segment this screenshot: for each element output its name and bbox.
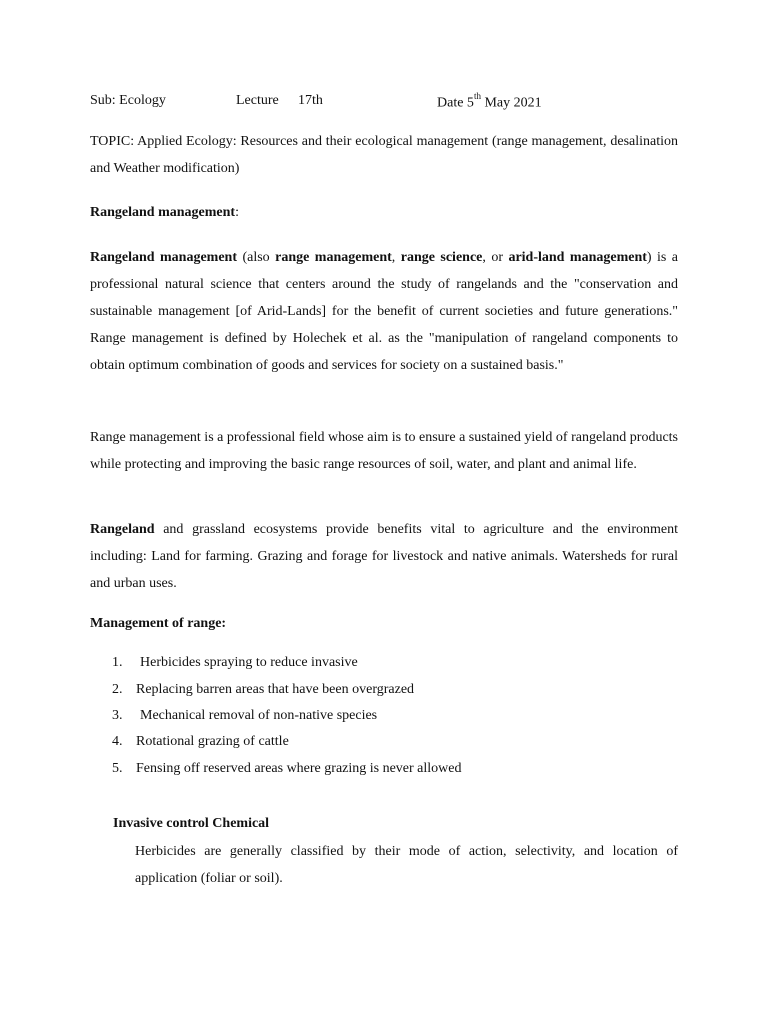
list-item-text: Fensing off reserved areas where grazing is never allowed [136,761,462,776]
date-suffix: May 2021 [480,95,542,111]
lecture-label: Lecture [236,93,279,108]
term-arid-land-management: arid-land management [508,250,647,265]
p1-text-b: , [391,250,401,265]
rangeland-paragraph-2: Range management is a professional field whose aim is to ensure a sustained yield of rangeland products while protecting and improving the basic range resources of soil, water, and plant and animal life. [90,430,678,472]
list-item-number: 1. [112,655,123,670]
lecture-number: 17th [298,93,323,108]
lecture-date [437,93,542,112]
list-item-number: 5. [112,761,123,776]
term-range-management: range management [275,250,392,265]
term-rangeland-management: Rangeland management [90,250,238,265]
rangeland-paragraph-1 [90,244,678,379]
p1-text-c: , or [482,250,509,265]
header-line [90,93,690,113]
term-rangeland: Rangeland [90,522,155,537]
list-item-number: 2. [112,682,123,697]
p1-text-d: ) is a professional natural science that centers around the study of rangelands and the "conservation and sustainable management [of Arid-Lands] for the benefit of current societies and future generations." Range management is defined by Holechek et al. as the "manipulation of rangeland components to obtain optimum combination of goods and services for society on a sustained basis." [90,250,679,373]
list-item-text: Replacing barren areas that have been overgrazed [136,682,415,697]
rangeland-paragraph-3 [90,516,678,597]
subject: Sub: Ecology [90,93,166,108]
list-item-text: Mechanical removal of non-native species [140,708,378,723]
date-sup: th [473,91,481,101]
p3-text: and grassland ecosystems provide benefits vital to agriculture and the environment including: Land for farming. Grazing and forage for livestock and native animals. Watersheds for rural and urban uses. [90,522,678,591]
rangeland-heading [90,205,678,221]
topic-paragraph: TOPIC: Applied Ecology: Resources and their ecological management (range management, desalination and Weather modification) [90,134,678,176]
invasive-heading: Invasive control Chemical [113,816,270,831]
term-range-science: range science [400,250,483,265]
rangeland-heading-colon: : [235,205,239,220]
list-item-number: 3. [112,708,123,723]
list-item-text: Rotational grazing of cattle [136,734,289,749]
list-item-number: 4. [112,734,123,749]
management-list [112,655,672,785]
date-prefix: Date 5 [437,95,474,111]
list-item-text: Herbicides spraying to reduce invasive [140,655,358,670]
rangeland-heading-text: Rangeland management [90,205,236,220]
management-heading: Management of range: [90,616,227,631]
invasive-paragraph: Herbicides are generally classified by their mode of action, selectivity, and location of application (foliar or soil). [135,844,678,886]
p1-text-a: (also [237,250,276,265]
